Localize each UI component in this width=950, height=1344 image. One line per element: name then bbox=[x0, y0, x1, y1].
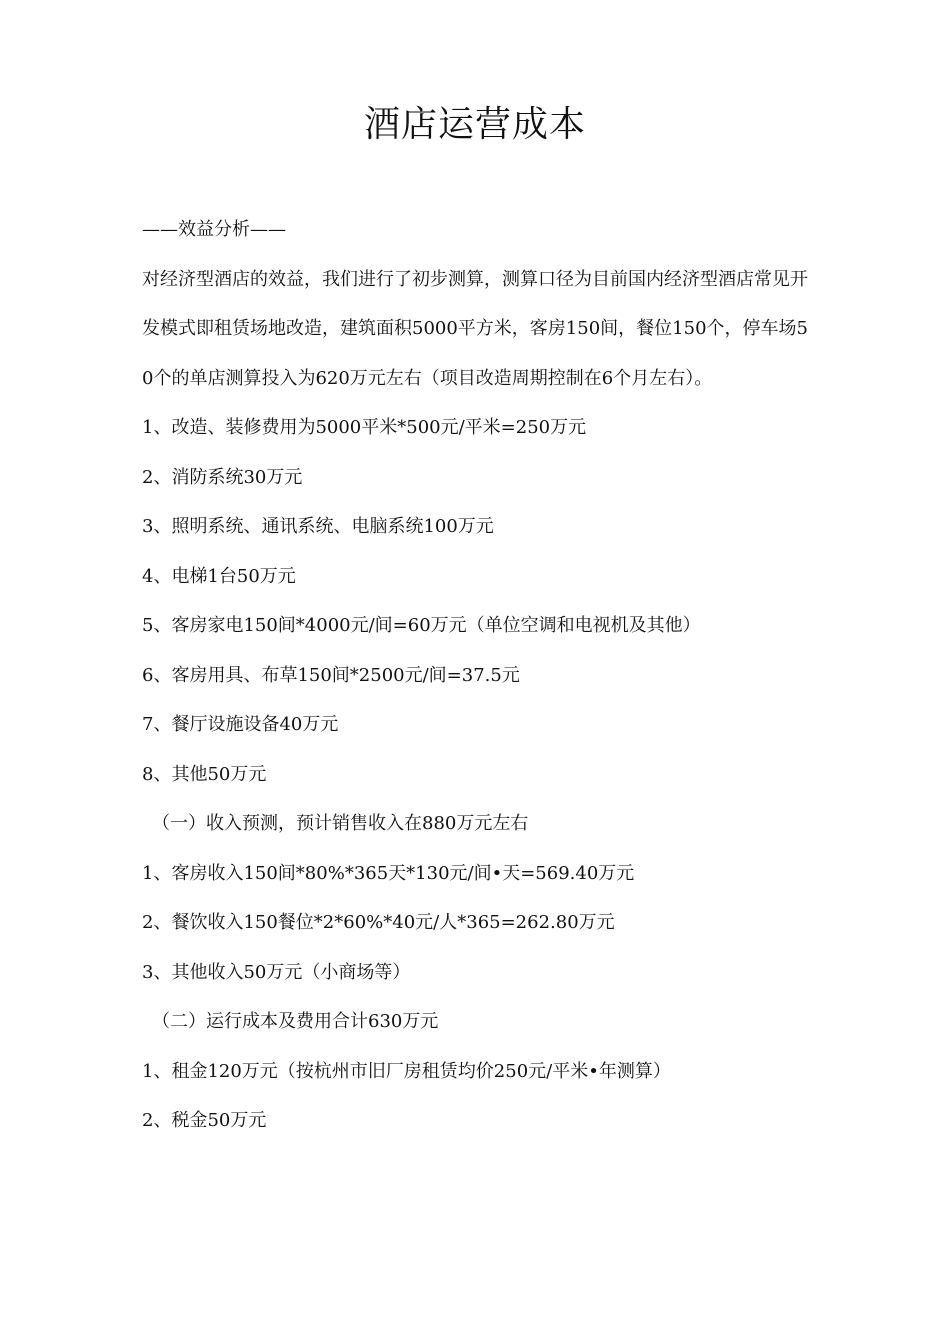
document-body bbox=[142, 205, 812, 1146]
investment-item: 8、其他50万元 bbox=[142, 763, 267, 785]
investment-item: 4、电梯1台50万元 bbox=[142, 565, 296, 587]
revenue-heading: （一）收入预测，预计销售收入在880万元左右 bbox=[152, 813, 529, 834]
cost-item: 1、租金120万元（按杭州市旧厂房租赁均价250元/平米•年测算） bbox=[142, 1060, 671, 1082]
revenue-item: 1、客房收入150间*80%*365天*130元/间•天=569.40万元 bbox=[142, 862, 635, 884]
revenue-item: 2、餐饮收入150餐位*2*60%*40元/人*365=262.80万元 bbox=[142, 912, 615, 933]
subtitle: ——效益分析—— bbox=[142, 219, 286, 240]
investment-item: 5、客房家电150间*4000元/间=60万元（单位空调和电视机及其他） bbox=[142, 615, 701, 636]
intro-paragraph: 对经济型酒店的效益，我们进行了初步测算，测算口径为目前国内经济型酒店常见开发模式即租赁场地改造，建筑面积5000平方米，客房150间，餐位150个，停车场50个的单店测算投入为620万元左右（项目改造周期控制在6个月左右）。 bbox=[142, 268, 808, 389]
investment-item: 1、改造、装修费用为5000平米*500元/平米=250万元 bbox=[142, 417, 587, 438]
investment-item: 6、客房用具、布草150间*2500元/间=37.5元 bbox=[142, 664, 520, 686]
investment-item: 2、消防系统30万元 bbox=[142, 466, 303, 488]
investment-item: 3、照明系统、通讯系统、电脑系统100万元 bbox=[142, 516, 494, 537]
revenue-item: 3、其他收入50万元（小商场等） bbox=[142, 961, 411, 983]
investment-item: 7、餐厅设施设备40万元 bbox=[142, 714, 339, 735]
cost-item: 2、税金50万元 bbox=[142, 1110, 267, 1131]
cost-heading: （二）运行成本及费用合计630万元 bbox=[152, 1011, 439, 1032]
document-title: 酒店运营成本 bbox=[363, 104, 586, 145]
